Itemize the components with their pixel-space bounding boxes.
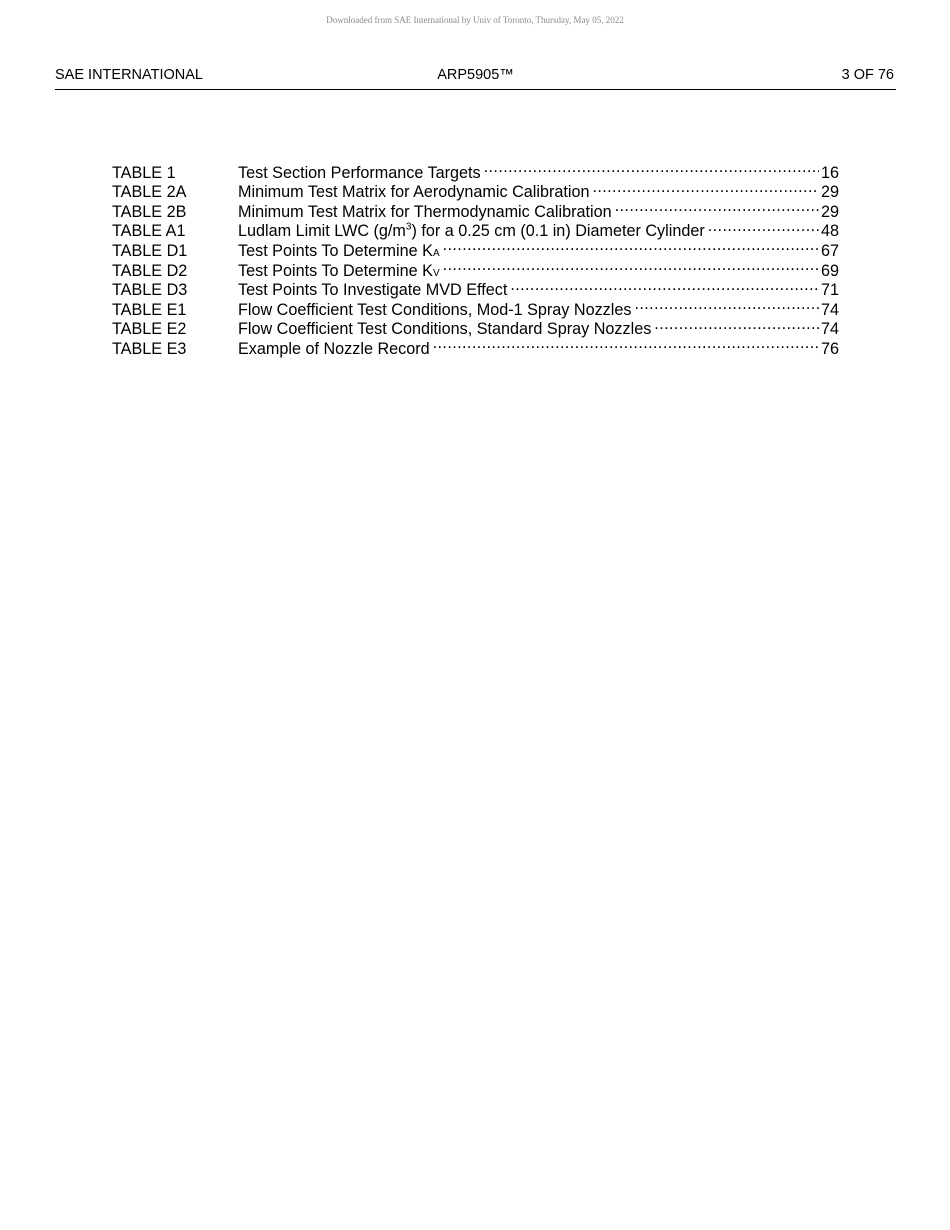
toc-entry-label: TABLE E1 xyxy=(112,300,187,319)
toc-entry-label: TABLE 2A xyxy=(112,183,187,202)
dot-leader xyxy=(615,197,819,217)
dot-leader xyxy=(443,236,819,256)
toc-entry-title: Minimum Test Matrix for Aerodynamic Calibration xyxy=(238,183,590,202)
document-number: ARP5905™ xyxy=(437,67,514,83)
title-part: ) for a 0.25 cm (0.1 in) Diameter Cylinder xyxy=(411,222,705,241)
dot-leader xyxy=(510,276,819,296)
toc-entry-page: 48 xyxy=(820,222,839,241)
header-rule xyxy=(55,89,896,90)
page-number: 3 OF 76 xyxy=(841,67,894,83)
toc-entry-title: Test Points To Investigate MVD Effect xyxy=(238,281,508,300)
toc-entry-page: 29 xyxy=(820,202,839,221)
toc-entry-label: TABLE 2B xyxy=(112,202,187,221)
toc-entry-page: 29 xyxy=(820,183,839,202)
publisher-name: SAE INTERNATIONAL xyxy=(55,67,203,83)
toc-entry-page: 76 xyxy=(820,339,839,358)
toc-entry-label: TABLE D1 xyxy=(112,241,188,260)
dot-leader xyxy=(708,217,819,237)
toc-entry[interactable] xyxy=(112,158,839,182)
toc-entry-label: TABLE E3 xyxy=(112,339,187,358)
toc-entry-page: 16 xyxy=(820,163,839,182)
dot-leader xyxy=(443,256,819,276)
title-part: Ludlam Limit LWC (g/m xyxy=(238,222,406,241)
toc-entry-title: Example of Nozzle Record xyxy=(238,339,430,358)
toc-entry-page: 74 xyxy=(820,320,839,339)
toc-entry-label: TABLE E2 xyxy=(112,320,187,339)
toc-entry-label: TABLE D3 xyxy=(112,281,188,300)
page-header xyxy=(55,67,896,87)
toc-entry-title xyxy=(238,242,440,264)
toc-entry-title xyxy=(238,262,440,284)
toc-entry-page: 69 xyxy=(820,261,839,280)
table-of-contents xyxy=(112,158,839,358)
toc-entry-title: Test Section Performance Targets xyxy=(238,163,481,182)
toc-entry-page: 74 xyxy=(820,300,839,319)
dot-leader xyxy=(634,295,819,315)
toc-entry-title: Flow Coefficient Test Conditions, Mod-1 Spray Nozzles xyxy=(238,300,632,319)
toc-entry-label: TABLE A1 xyxy=(112,222,186,241)
title-part: Test Points To Determine K xyxy=(238,261,433,280)
toc-entry-page: 67 xyxy=(820,241,839,260)
download-watermark: Downloaded from SAE International by Univ of Toronto, Thursday, May 05, 2022 xyxy=(326,15,624,25)
dot-leader xyxy=(592,178,819,198)
title-part: Test Points To Determine K xyxy=(238,241,433,260)
superscript: 3 xyxy=(405,221,412,233)
toc-entry-title: Minimum Test Matrix for Thermodynamic Calibration xyxy=(238,202,612,221)
subscript: A xyxy=(432,247,440,259)
toc-entry-label: TABLE D2 xyxy=(112,261,188,280)
toc-entry-page: 71 xyxy=(820,281,839,300)
toc-entry-title: Flow Coefficient Test Conditions, Standard Spray Nozzles xyxy=(238,320,652,339)
dot-leader xyxy=(654,315,819,335)
toc-entry-label: TABLE 1 xyxy=(112,163,176,182)
dot-leader xyxy=(484,158,819,178)
dot-leader xyxy=(433,334,819,354)
subscript: V xyxy=(432,267,440,279)
